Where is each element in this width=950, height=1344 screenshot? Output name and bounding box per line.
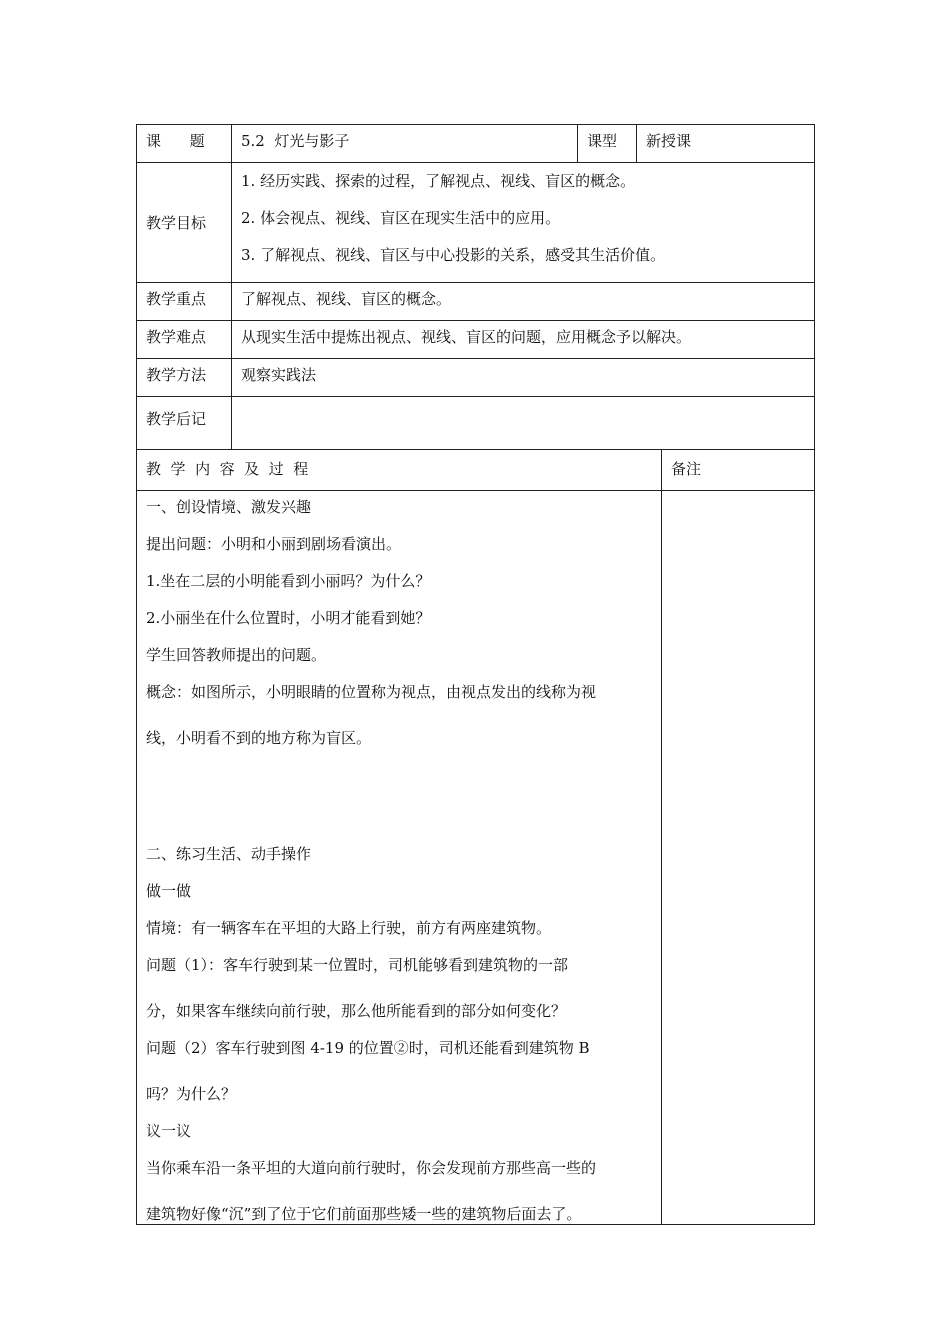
remark-cell: [662, 491, 815, 1225]
header-table: [136, 124, 815, 450]
type-value: 新授课: [637, 125, 815, 163]
notes-label: 教学后记: [137, 397, 232, 450]
content-line: 提出问题：小明和小丽到剧场看演出。: [146, 535, 402, 553]
process-heading: 教 学 内 容 及 过 程: [137, 450, 662, 491]
goals-cell: [232, 163, 815, 283]
method-label: 教学方法: [137, 359, 232, 397]
content-line: 建筑物好像“沉”到了位于它们前面那些矮一些的建筑物后面去了。: [146, 1205, 582, 1223]
lesson-plan-table: [136, 124, 814, 1225]
process-content: [137, 491, 662, 1225]
content-line: 概念：如图所示，小明眼睛的位置称为视点，由视点发出的线称为视: [146, 683, 597, 701]
goal-item: 3. 了解视点、视线、盲区与中心投影的关系，感受其生活价值。: [241, 246, 666, 264]
content-line: 情境：有一辆客车在平坦的大路上行驶，前方有两座建筑物。: [146, 919, 552, 937]
content-line: 分，如果客车继续向前行驶，那么他所能看到的部分如何变化？: [146, 1002, 567, 1020]
type-label: 课型: [578, 125, 637, 163]
content-line: 吗？为什么？: [146, 1085, 237, 1103]
goals-label: 教学目标: [137, 163, 232, 283]
key-value: 了解视点、视线、盲区的概念。: [232, 283, 815, 321]
difficulty-row: [137, 321, 815, 359]
topic-label: 课 题: [137, 125, 232, 163]
content-line: 1.坐在二层的小明能看到小丽吗？为什么？: [146, 572, 431, 590]
goal-item: 2. 体会视点、视线、盲区在现实生活中的应用。: [241, 209, 561, 227]
difficulty-value: 从现实生活中提炼出视点、视线、盲区的问题，应用概念予以解决。: [232, 321, 815, 359]
topic-row: [137, 125, 815, 163]
content-line: 问题（1）：客车行驶到某一位置时，司机能够看到建筑物的一部: [146, 956, 569, 974]
topic-value: 5.2 灯光与影子: [232, 125, 578, 163]
content-line: 2.小丽坐在什么位置时，小明才能看到她？: [146, 609, 431, 627]
notes-value: [232, 397, 815, 450]
subheading: 议一议: [146, 1122, 192, 1140]
method-value: 观察实践法: [232, 359, 815, 397]
content-line: 问题（2）客车行驶到图 4-19 的位置②时，司机还能看到建筑物 B: [146, 1039, 590, 1057]
goal-item: 1. 经历实践、探索的过程，了解视点、视线、盲区的概念。: [241, 172, 636, 190]
process-table: [136, 449, 815, 1225]
key-label: 教学重点: [137, 283, 232, 321]
goals-row: [137, 163, 815, 283]
subheading: 做一做: [146, 882, 192, 900]
section-heading: 一、创设情境、激发兴趣: [146, 498, 312, 516]
method-row: [137, 359, 815, 397]
content-line: 线，小明看不到的地方称为盲区。: [146, 729, 372, 747]
remark-heading: 备注: [662, 450, 815, 491]
process-content-row: [137, 491, 815, 1225]
section-heading: 二、练习生活、动手操作: [146, 845, 312, 863]
process-heading-row: [137, 450, 815, 491]
difficulty-label: 教学难点: [137, 321, 232, 359]
content-line: 学生回答教师提出的问题。: [146, 646, 327, 664]
content-line: 当你乘车沿一条平坦的大道向前行驶时，你会发现前方那些高一些的: [146, 1159, 597, 1177]
notes-row: [137, 397, 815, 450]
key-row: [137, 283, 815, 321]
